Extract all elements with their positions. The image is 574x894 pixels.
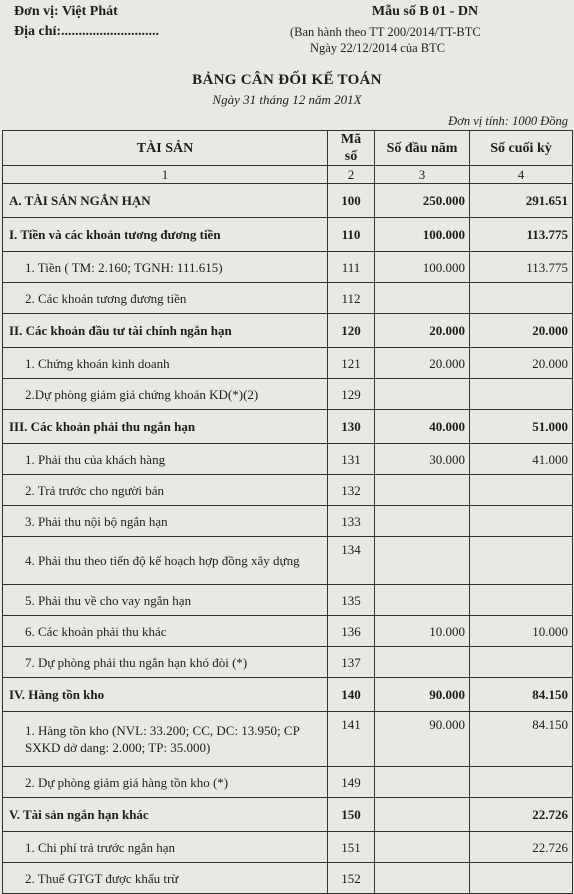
table-row bbox=[3, 537, 573, 585]
row-code: 132 bbox=[328, 475, 375, 506]
row-name: 3. Phải thu nội bộ ngắn hạn bbox=[3, 506, 328, 537]
row-code: 131 bbox=[328, 444, 375, 475]
row-end-value: 113.775 bbox=[470, 252, 573, 283]
balance-sheet-table bbox=[2, 130, 573, 894]
row-begin-value bbox=[375, 798, 470, 832]
row-code: 129 bbox=[328, 379, 375, 410]
row-begin-value: 250.000 bbox=[375, 184, 470, 218]
row-end-value bbox=[470, 537, 573, 585]
address-label: Địa chỉ:............................ bbox=[14, 24, 160, 39]
row-name: 4. Phải thu theo tiến độ kế hoạch hợp đồng xây dựng bbox=[3, 537, 328, 585]
row-begin-value bbox=[375, 283, 470, 314]
row-begin-value: 90.000 bbox=[375, 678, 470, 712]
table-row bbox=[3, 314, 573, 348]
row-end-value: 84.150 bbox=[470, 712, 573, 767]
row-code: 149 bbox=[328, 767, 375, 798]
row-name: A. TÀI SẢN NGẮN HẠN bbox=[3, 184, 328, 218]
table-row bbox=[3, 616, 573, 647]
table-row bbox=[3, 767, 573, 798]
row-code: 120 bbox=[328, 314, 375, 348]
table-row bbox=[3, 410, 573, 444]
row-begin-value bbox=[375, 585, 470, 616]
row-end-value: 22.726 bbox=[470, 832, 573, 863]
row-end-value: 113.775 bbox=[470, 218, 573, 252]
row-begin-value bbox=[375, 832, 470, 863]
row-end-value bbox=[470, 863, 573, 894]
currency-unit: Đơn vị tính: 1000 Đồng bbox=[448, 114, 568, 128]
row-end-value: 22.726 bbox=[470, 798, 573, 832]
column-index: 1 bbox=[3, 166, 328, 184]
row-end-value: 84.150 bbox=[470, 678, 573, 712]
row-code: 150 bbox=[328, 798, 375, 832]
column-header-code: Mã số bbox=[328, 131, 375, 166]
row-name: 1. Phải thu của khách hàng bbox=[3, 444, 328, 475]
column-index: 2 bbox=[328, 166, 375, 184]
row-begin-value: 20.000 bbox=[375, 348, 470, 379]
table-row bbox=[3, 283, 573, 314]
table-header-row bbox=[3, 131, 573, 166]
table-row bbox=[3, 444, 573, 475]
row-end-value bbox=[470, 379, 573, 410]
row-end-value bbox=[470, 475, 573, 506]
row-name: 1. Chứng khoán kinh doanh bbox=[3, 348, 328, 379]
issued-line-1: (Ban hành theo TT 200/2014/TT-BTC bbox=[290, 25, 481, 39]
row-begin-value bbox=[375, 537, 470, 585]
column-index-row bbox=[3, 166, 573, 184]
row-end-value: 20.000 bbox=[470, 348, 573, 379]
column-header-assets: TÀI SẢN bbox=[3, 131, 328, 166]
table-row bbox=[3, 712, 573, 767]
row-end-value: 51.000 bbox=[470, 410, 573, 444]
issued-line-2: Ngày 22/12/2014 của BTC bbox=[310, 41, 446, 55]
row-end-value: 10.000 bbox=[470, 616, 573, 647]
row-begin-value bbox=[375, 379, 470, 410]
row-end-value bbox=[470, 767, 573, 798]
row-code: 110 bbox=[328, 218, 375, 252]
row-name: 2.Dự phòng giảm giá chứng khoán KD(*)(2) bbox=[3, 379, 328, 410]
table-row bbox=[3, 252, 573, 283]
row-name: I. Tiền và các khoản tương đương tiền bbox=[3, 218, 328, 252]
row-code: 134 bbox=[328, 537, 375, 585]
row-begin-value bbox=[375, 647, 470, 678]
row-end-value bbox=[470, 647, 573, 678]
row-name: 2. Trả trước cho người bán bbox=[3, 475, 328, 506]
row-code: 136 bbox=[328, 616, 375, 647]
row-begin-value: 10.000 bbox=[375, 616, 470, 647]
row-code: 151 bbox=[328, 832, 375, 863]
row-name: 1. Hàng tồn kho (NVL: 33.200; CC, DC: 13.950; CP SXKD dở dang: 2.000; TP: 35.000) bbox=[3, 712, 328, 767]
row-name: 2. Thuế GTGT được khấu trừ bbox=[3, 863, 328, 894]
row-begin-value: 100.000 bbox=[375, 218, 470, 252]
row-end-value bbox=[470, 506, 573, 537]
row-code: 121 bbox=[328, 348, 375, 379]
column-header-end: Số cuối kỳ bbox=[470, 131, 573, 166]
form-number: Mẫu số B 01 - DN bbox=[371, 4, 479, 19]
row-code: 135 bbox=[328, 585, 375, 616]
table-row bbox=[3, 475, 573, 506]
column-header-begin: Số đầu năm bbox=[375, 131, 470, 166]
table-row bbox=[3, 184, 573, 218]
row-code: 111 bbox=[328, 252, 375, 283]
row-begin-value: 20.000 bbox=[375, 314, 470, 348]
table-row bbox=[3, 647, 573, 678]
row-name: 6. Các khoản phải thu khác bbox=[3, 616, 328, 647]
row-begin-value bbox=[375, 475, 470, 506]
row-code: 141 bbox=[328, 712, 375, 767]
row-begin-value: 40.000 bbox=[375, 410, 470, 444]
row-code: 130 bbox=[328, 410, 375, 444]
table-row bbox=[3, 585, 573, 616]
row-end-value bbox=[470, 585, 573, 616]
row-code: 133 bbox=[328, 506, 375, 537]
row-begin-value bbox=[375, 863, 470, 894]
row-code: 112 bbox=[328, 283, 375, 314]
row-end-value: 41.000 bbox=[470, 444, 573, 475]
row-name: IV. Hàng tồn kho bbox=[3, 678, 328, 712]
row-name: 5. Phải thu về cho vay ngắn hạn bbox=[3, 585, 328, 616]
form-header bbox=[290, 2, 560, 56]
row-name: 1. Tiền ( TM: 2.160; TGNH: 111.615) bbox=[3, 252, 328, 283]
row-code: 152 bbox=[328, 863, 375, 894]
row-code: 137 bbox=[328, 647, 375, 678]
unit-label: Đơn vị: Việt Phát bbox=[14, 4, 118, 19]
row-name: III. Các khoản phải thu ngắn hạn bbox=[3, 410, 328, 444]
document-title: BẢNG CÂN ĐỐI KẾ TOÁN bbox=[192, 72, 382, 88]
row-name: 1. Chi phí trả trước ngắn hạn bbox=[3, 832, 328, 863]
row-name: 2. Dự phòng giảm giá hàng tồn kho (*) bbox=[3, 767, 328, 798]
row-begin-value: 100.000 bbox=[375, 252, 470, 283]
document-date: Ngày 31 tháng 12 năm 201X bbox=[212, 92, 362, 107]
row-code: 140 bbox=[328, 678, 375, 712]
table-row bbox=[3, 678, 573, 712]
row-end-value bbox=[470, 283, 573, 314]
column-index: 4 bbox=[470, 166, 573, 184]
table-row bbox=[3, 506, 573, 537]
row-name: 7. Dự phòng phải thu ngắn hạn khó đòi (*) bbox=[3, 647, 328, 678]
row-name: 2. Các khoản tương đương tiền bbox=[3, 283, 328, 314]
table-row bbox=[3, 379, 573, 410]
row-name: II. Các khoản đầu tư tài chính ngắn hạn bbox=[3, 314, 328, 348]
table-row bbox=[3, 863, 573, 894]
row-code: 100 bbox=[328, 184, 375, 218]
table-row bbox=[3, 218, 573, 252]
table-row bbox=[3, 798, 573, 832]
table-row bbox=[3, 832, 573, 863]
company-header bbox=[14, 2, 159, 42]
row-name: V. Tài sản ngắn hạn khác bbox=[3, 798, 328, 832]
row-begin-value: 30.000 bbox=[375, 444, 470, 475]
row-begin-value: 90.000 bbox=[375, 712, 470, 767]
row-begin-value bbox=[375, 506, 470, 537]
column-index: 3 bbox=[375, 166, 470, 184]
row-end-value: 20.000 bbox=[470, 314, 573, 348]
row-end-value: 291.651 bbox=[470, 184, 573, 218]
row-begin-value bbox=[375, 767, 470, 798]
table-row bbox=[3, 348, 573, 379]
